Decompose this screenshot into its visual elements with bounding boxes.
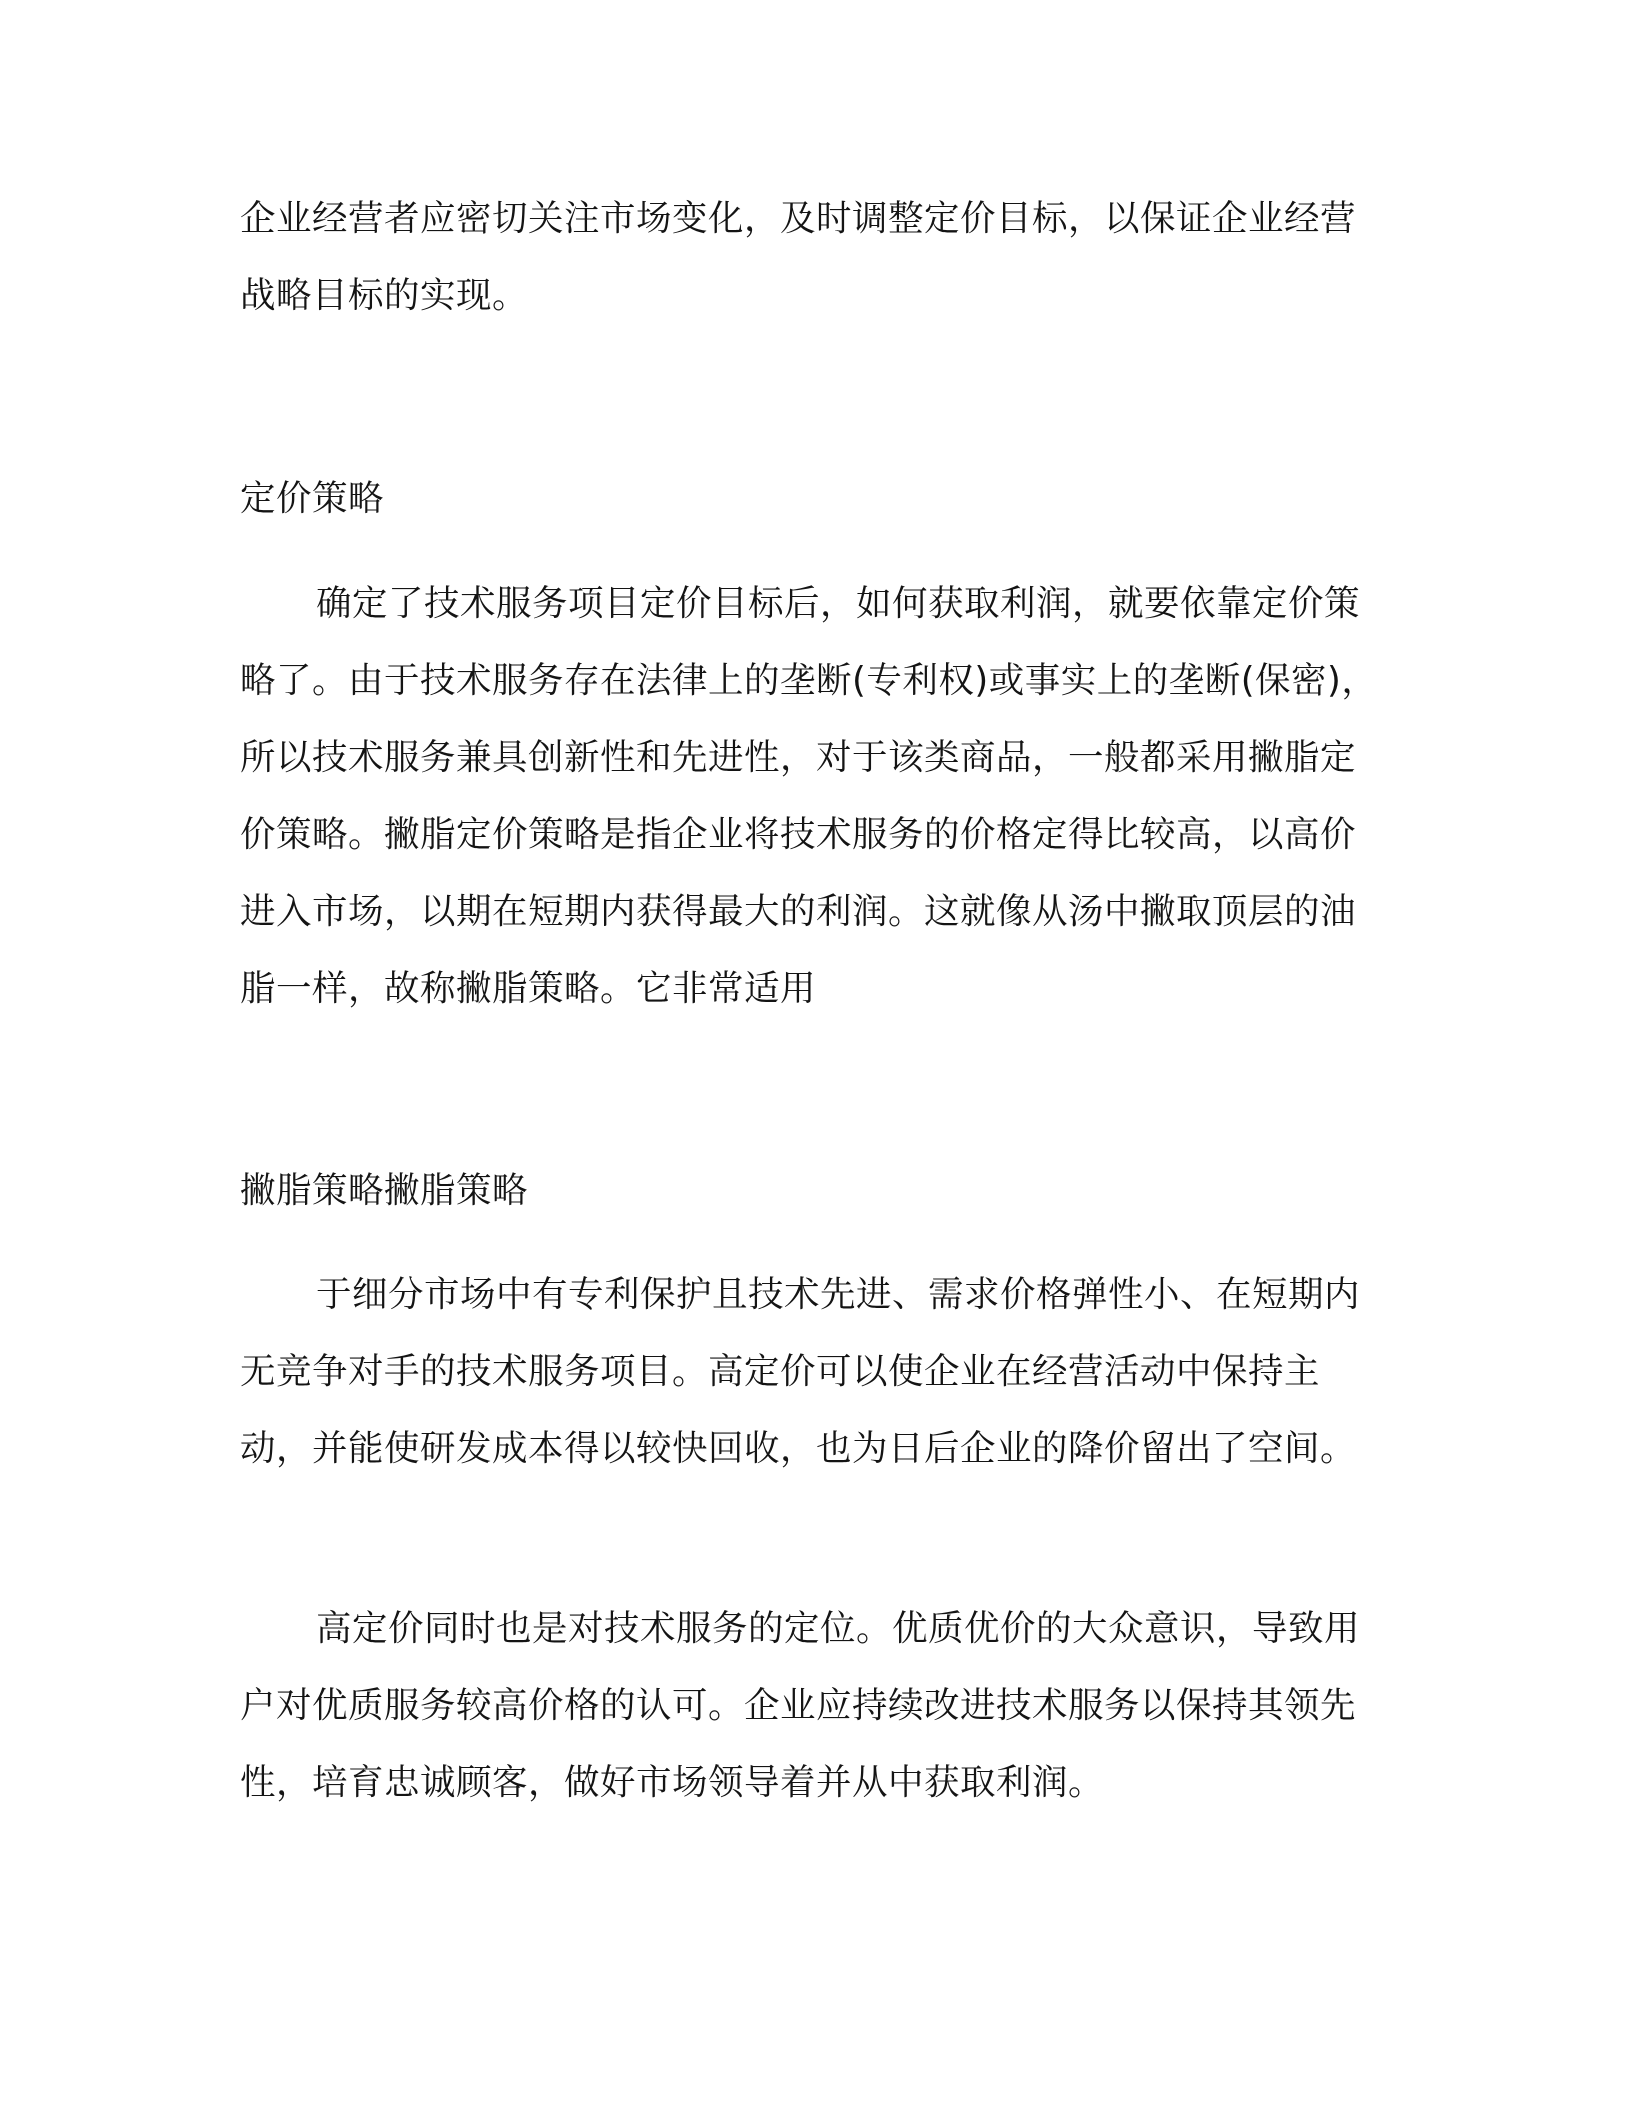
intro-paragraph: 企业经营者应密切关注市场变化，及时调整定价目标，以保证企业经营战略目标的实现。 bbox=[240, 198, 1357, 316]
skimming-strategy-paragraph-1: 于细分市场中有专利保护且技术先进、需求价格弹性小、在短期内无竞争对手的技术服务项目。高定价可以使企业在经营活动中保持主动，并能使研发成本得以较快回收，也为日后企业的降价留出了空间。 bbox=[240, 1274, 1361, 1469]
pricing-strategy-paragraph: 确定了技术服务项目定价目标后，如何获取利润，就要依靠定价策略了。由于技术服务存在法律上的垄断(专利权)或事实上的垄断(保密)，所以技术服务兼具创新性和先进性，对于该类商品，一般都采用撇脂定价策略。撇脂定价策略是指企业将技术服务的价格定得比较高，以高价进入市场，以期在短期内获得最大的利润。这就像从汤中撇取顶层的油脂一样，故称撇脂策略。它非常适用 bbox=[240, 583, 1378, 1009]
section-heading-pricing-strategy: 定价策略 bbox=[240, 478, 385, 519]
section-heading-skimming-strategy: 撇脂策略撇脂策略 bbox=[240, 1170, 529, 1211]
skimming-strategy-paragraph-2: 高定价同时也是对技术服务的定位。优质优价的大众意识，导致用户对优质服务较高价格的认可。企业应持续改进技术服务以保持其领先性，培育忠诚顾客，做好市场领导着并从中获取利润。 bbox=[240, 1608, 1361, 1803]
